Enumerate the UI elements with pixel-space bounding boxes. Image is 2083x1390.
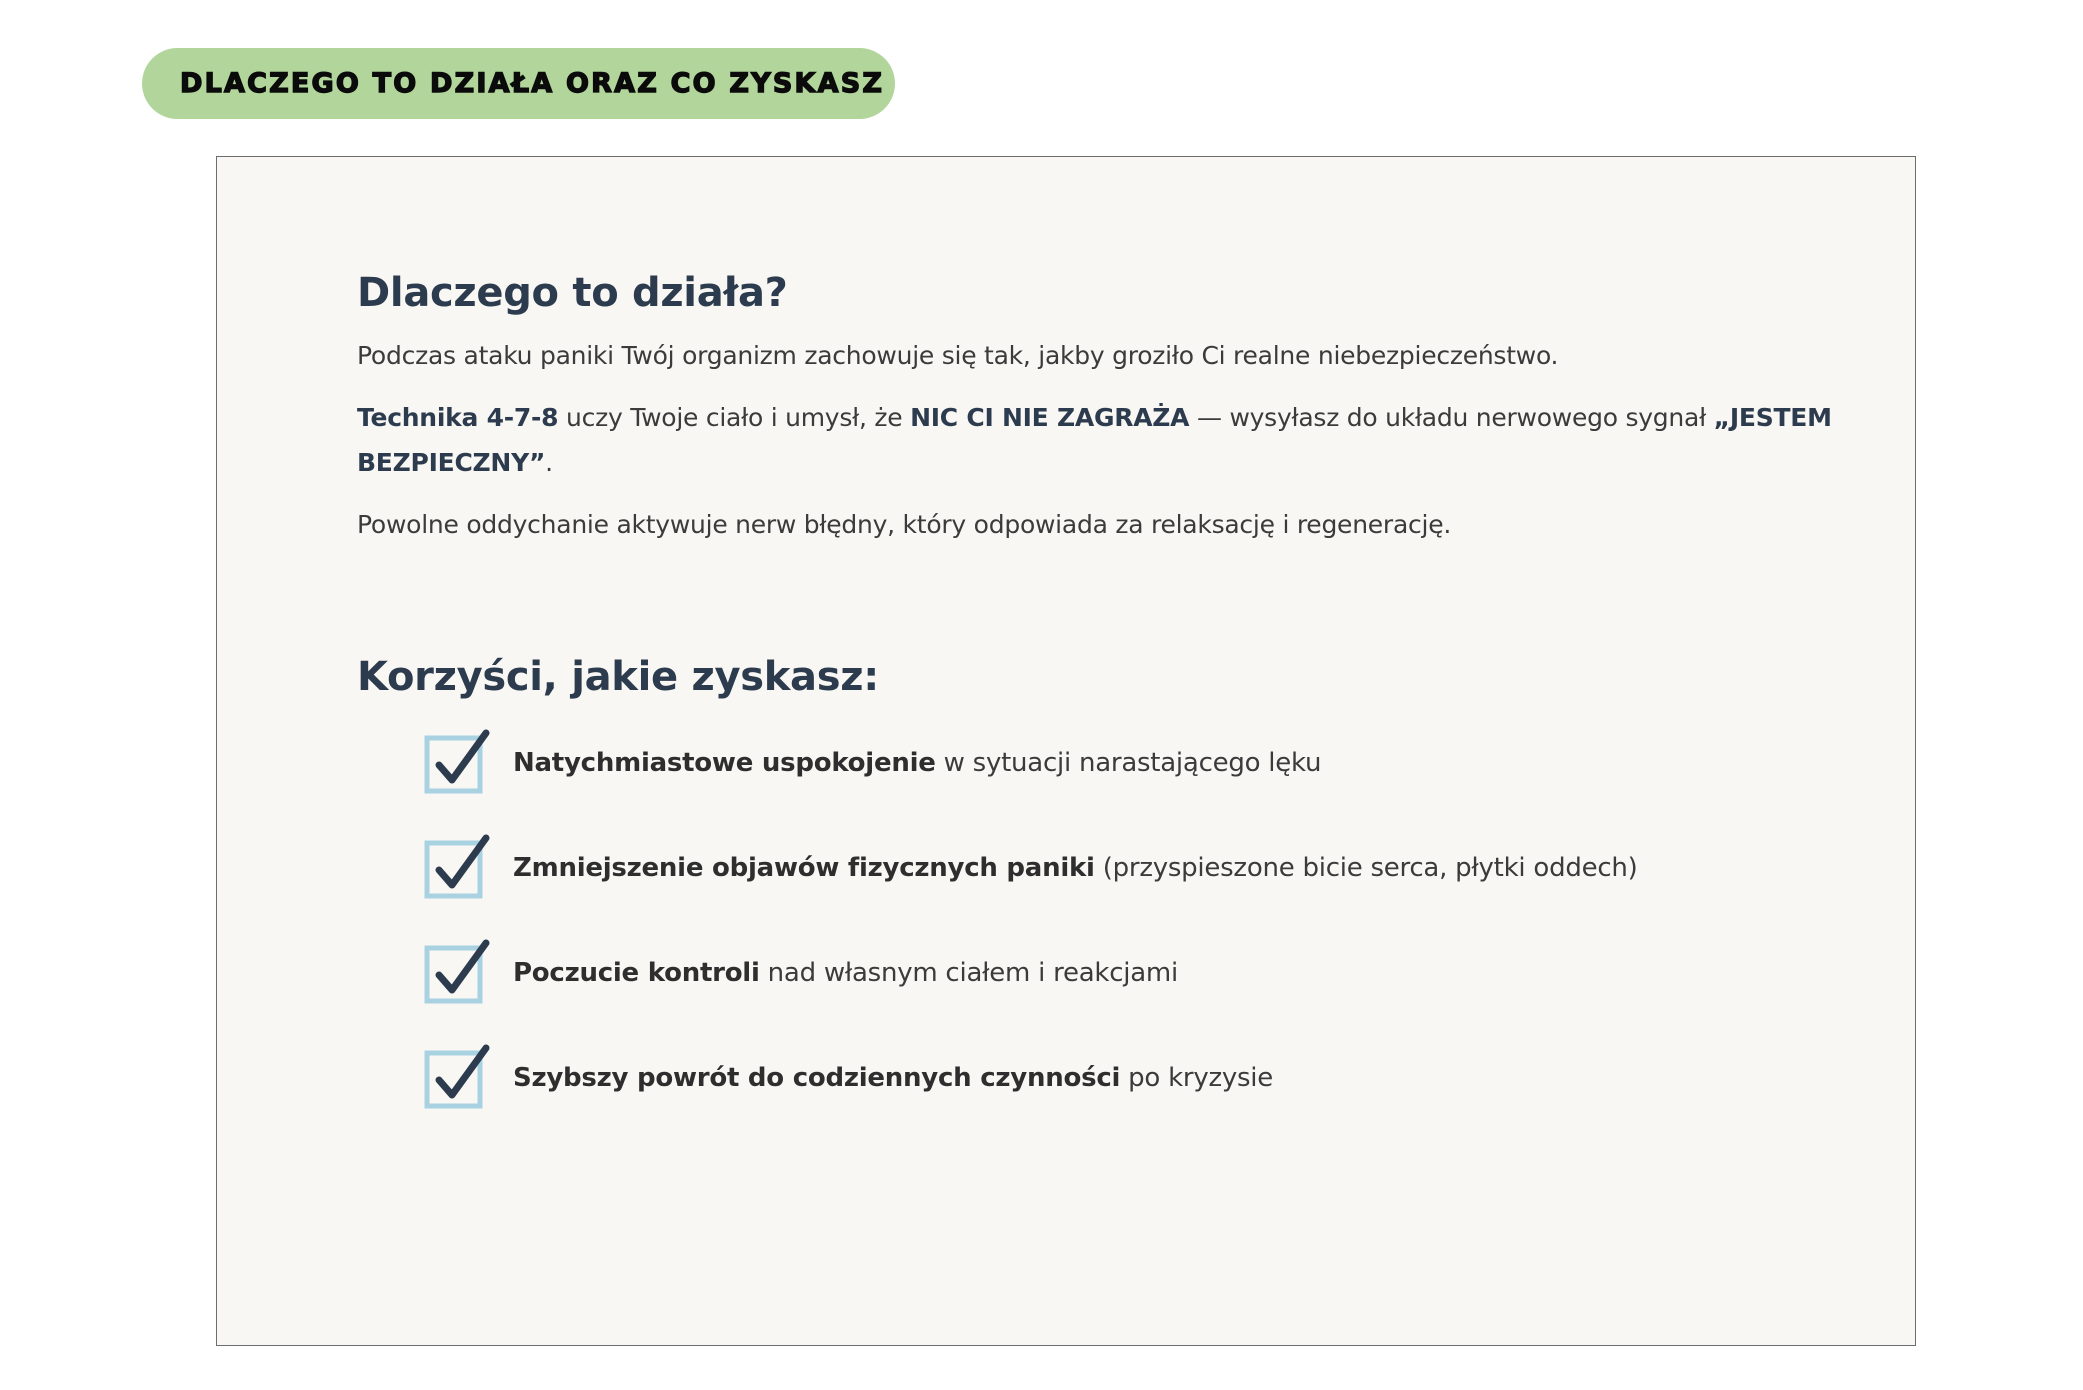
- card-content: [357, 267, 1837, 1149]
- benefit-item: [423, 939, 1837, 1005]
- benefit-title: Szybszy powrót do codziennych czynności: [513, 1063, 1121, 1093]
- benefit-text: [513, 745, 1321, 781]
- content-card: [216, 156, 1916, 1346]
- section-header-pill: [142, 48, 895, 119]
- technique-text-c: .: [545, 448, 553, 477]
- checkbox-check-icon: [423, 728, 491, 796]
- benefit-text: [513, 850, 1637, 886]
- checkbox-check-icon: [423, 833, 491, 901]
- why-paragraph-vagus: Powolne oddychanie aktywuje nerw błędny, który odpowiada za relaksację i regenerację.: [357, 510, 1452, 539]
- checkbox-check-icon: [423, 938, 491, 1006]
- safety-message: NIC CI NIE ZAGRAŻA: [910, 403, 1190, 432]
- benefit-text: [513, 1060, 1273, 1096]
- benefit-title: Poczucie kontroli: [513, 958, 760, 988]
- benefits-heading: Korzyści, jakie zyskasz:: [357, 654, 879, 700]
- benefit-item: [423, 729, 1837, 795]
- benefit-detail: (przyspieszone bicie serca, płytki oddech): [1094, 853, 1638, 883]
- checkbox-check-icon: [423, 1043, 491, 1111]
- why-paragraph-intro: Podczas ataku paniki Twój organizm zachowuje się tak, jakby groziło Ci realne niebezpieczeństwo.: [357, 341, 1559, 370]
- benefit-item: [423, 834, 1837, 900]
- benefit-title: Zmniejszenie objawów fizycznych paniki: [513, 853, 1095, 883]
- benefit-item: [423, 1044, 1837, 1110]
- why-heading: Dlaczego to działa?: [357, 270, 788, 316]
- benefits-list: [357, 729, 1837, 1110]
- section-header-label: DLACZEGO TO DZIAŁA ORAZ CO ZYSKASZ: [180, 68, 885, 99]
- benefit-detail: nad własnym ciałem i reakcjami: [759, 958, 1178, 988]
- technique-text-a: uczy Twoje ciało i umysł, że: [558, 403, 911, 432]
- benefit-detail: w sytuacji narastającego lęku: [935, 748, 1322, 778]
- technique-text-b: — wysyłasz do układu nerwowego sygnał: [1189, 403, 1714, 432]
- why-paragraph-technique: [357, 395, 1837, 485]
- benefit-detail: po kryzysie: [1120, 1063, 1274, 1093]
- technique-name: Technika 4-7-8: [357, 403, 559, 432]
- benefit-title: Natychmiastowe uspokojenie: [513, 748, 936, 778]
- benefit-text: [513, 955, 1178, 991]
- signal-message: „JESTEM BEZPIECZNY”: [357, 403, 1832, 477]
